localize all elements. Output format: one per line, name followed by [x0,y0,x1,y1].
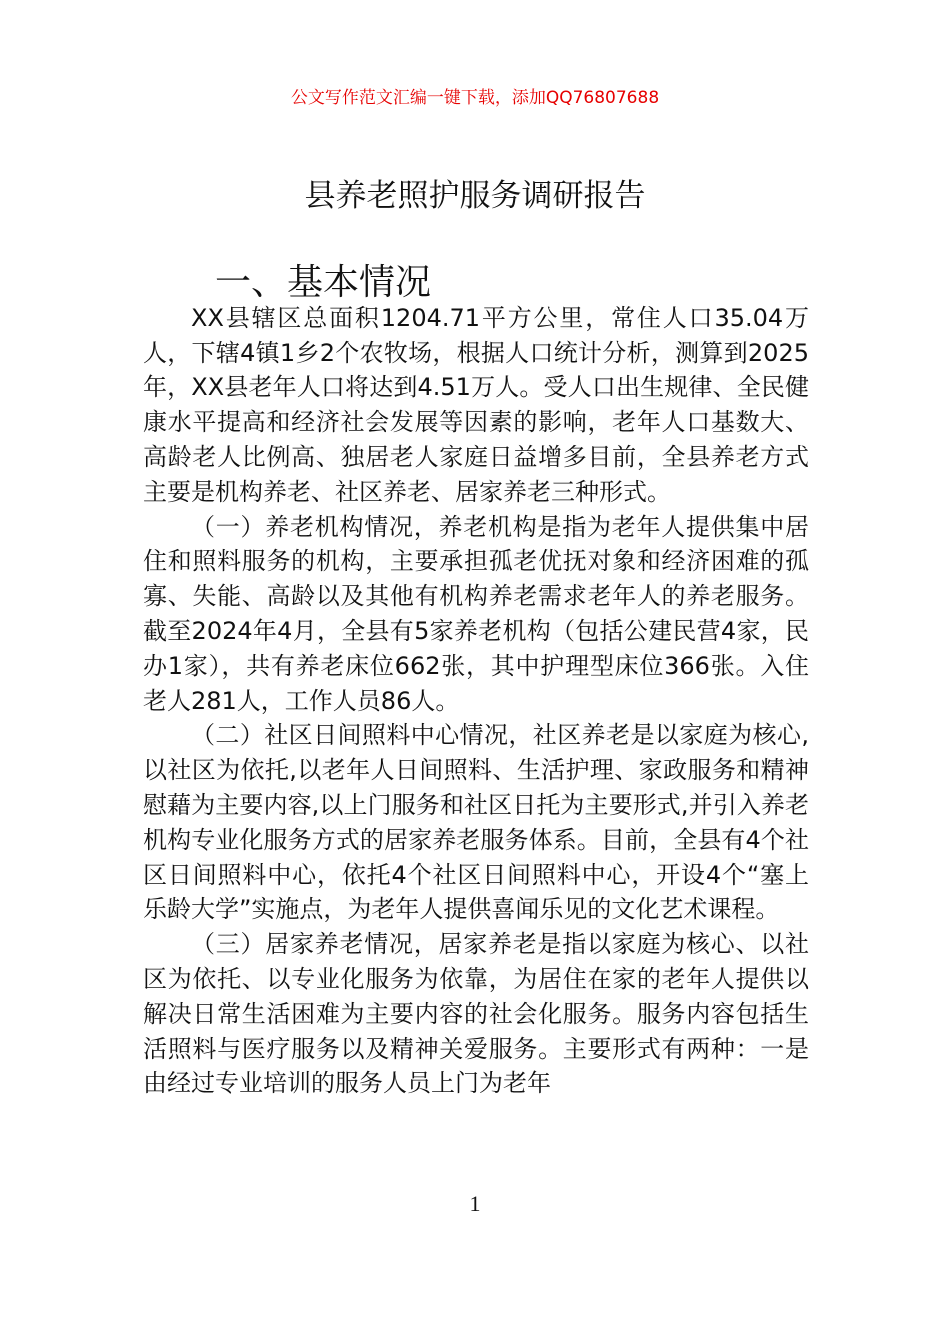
paragraph-overview: XX县辖区总面积1204.71平方公里，常住人口35.04万人，下辖4镇1乡2个农牧场，根据人口统计分析，测算到2025年，XX县老年人口将达到4.51万人。受人口出生规律、全民健康水平提高和经济社会发展等因素的影响，老年人口基数大、高龄老人比例高、独居老人家庭日益增多目前，全县养老方式主要是机构养老、社区养老、居家养老三种形式。 [143,303,809,506]
paragraph-home-care: （三）居家养老情况，居家养老是指以家庭为核心、以社区为依托、以专业化服务为依靠，为居住在家的老年人提供以解决日常生活困难为主要内容的社会化服务。服务内容包括生活照料与医疗服务以及精神关爱服务。主要形式有两种：一是由经过专业培训的服务人员上门为老年 [143,930,809,1098]
paragraph-elderly-institutions: （一）养老机构情况，养老机构是指为老年人提供集中居住和照料服务的机构，主要承担孤老优抚对象和经济困难的孤寡、失能、高龄以及其他有机构养老需求老年人的养老服务。截至2024年4月，全县有5家养老机构（包括公建民营4家，民办1家），共有养老床位662张，其中护理型床位366张。入住老人281人，工作人员86人。 [143,512,809,715]
paragraph-community-day-care: （二）社区日间照料中心情况，社区养老是以家庭为核心,以社区为依托,以老年人日间照料、生活护理、家政服务和精神慰藉为主要内容,以上门服务和社区日托为主要形式,并引入养老机构专业化服务方式的居家养老服务体系。目前，全县有4个社区日间照料中心，依托4个社区日间照料中心，开设4个“塞上乐龄大学”实施点，为老年人提供喜闻乐见的文化艺术课程。 [143,721,809,924]
header-download-note: 公文写作范文汇编一键下载，添加QQ76807688 [290,88,660,108]
document-body [143,262,809,1101]
page-number: 1 [469,1191,481,1216]
document-title: 县养老照护服务调研报告 [304,178,646,214]
section-heading-basic-situation: 一、基本情况 [215,262,432,303]
